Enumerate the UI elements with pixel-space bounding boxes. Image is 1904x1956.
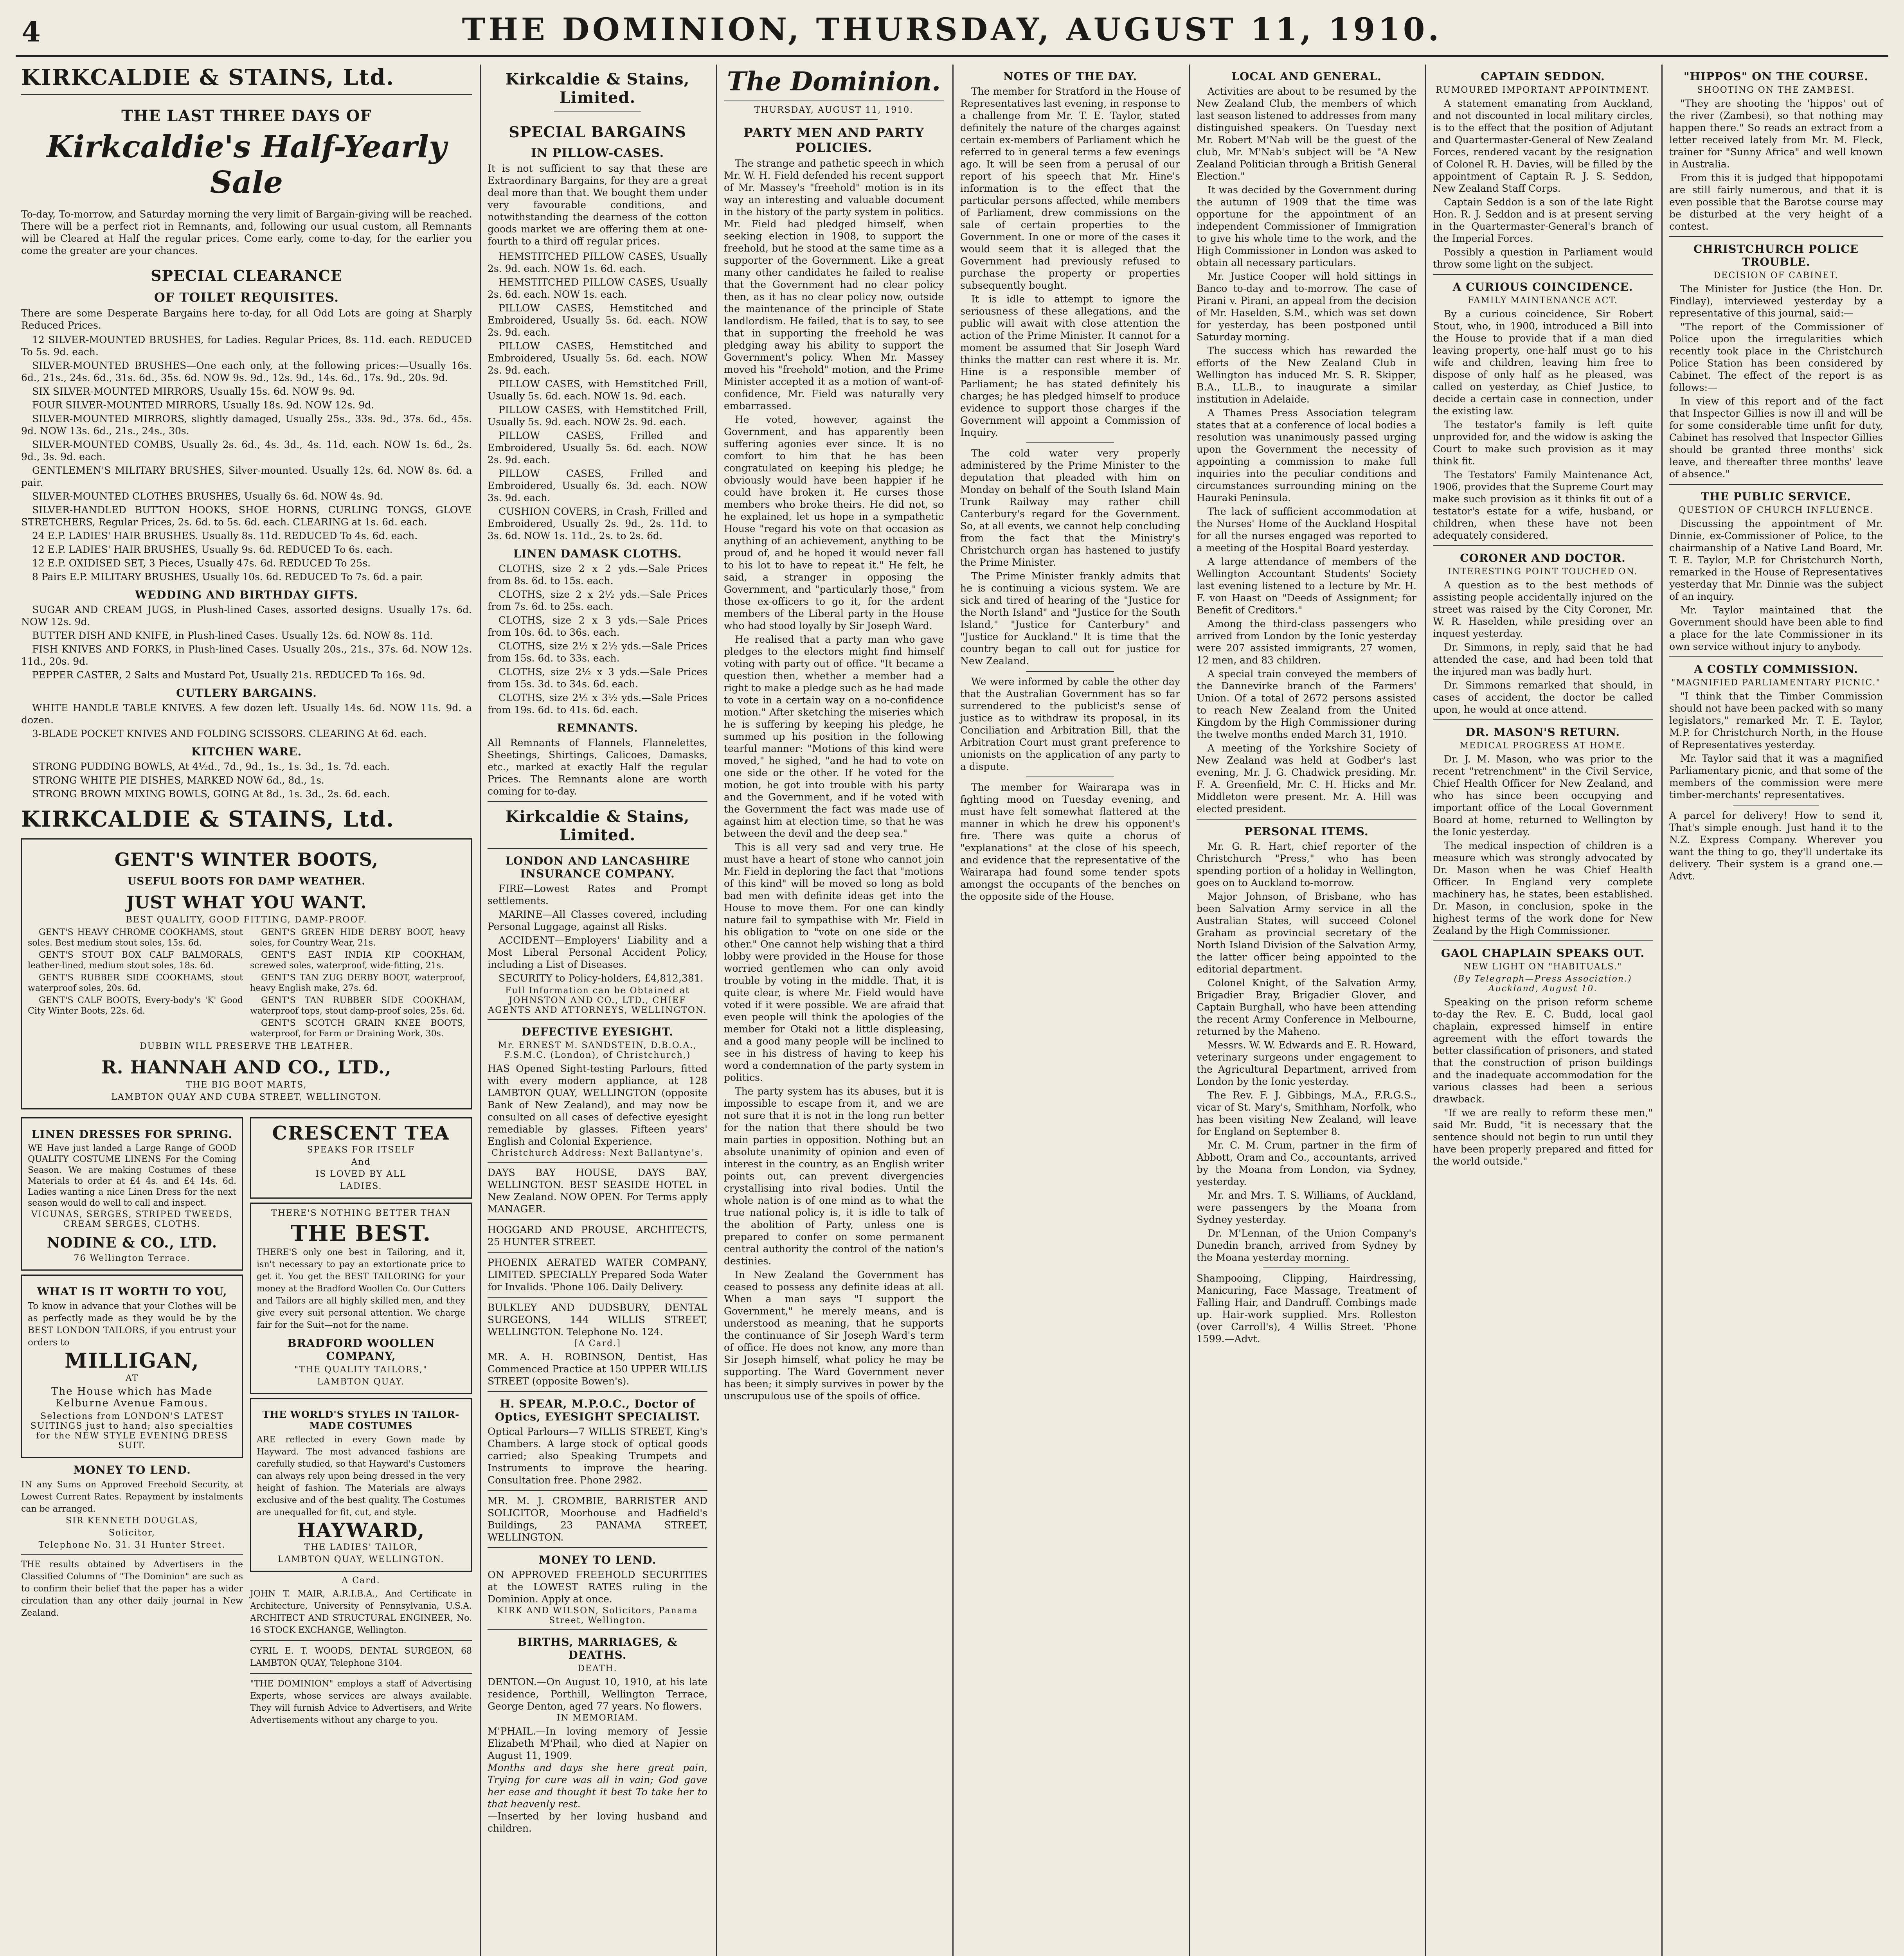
coroner-heading: CORONER AND DOCTOR. bbox=[1460, 552, 1626, 565]
seddon-heading: CAPTAIN SEDDON. bbox=[1481, 70, 1605, 83]
article-paragraph: The Prime Minister frankly admits that he is continuing a vicious system. We are sick and tired of hearing of the "Justice for the North Island" and "Justice for the South Island," "Justice for Canterbury" and "Justice for Auckland." It is time that the country began to call out for justice for New Zealand. bbox=[960, 570, 1180, 667]
list-item: 8 Pairs E.P. MILITARY BRUSHES, Usually 10s. 6d. REDUCED To 7s. 6d. a pair. bbox=[32, 571, 423, 582]
nodine-address: 76 Wellington Terrace. bbox=[74, 1253, 191, 1263]
article-paragraph: Mr. Justice Cooper will hold sittings in Banco to-day and to-morrow. The case of Pirani v. Pirani, an appeal from the decision of Mr. Haselden, S.M., which was set down for yesterday, has been postponed until Saturday morning. bbox=[1197, 271, 1416, 343]
article-paragraph: Captain Seddon is a son of the late Right Hon. R. J. Seddon and is at present serving in the Quartermaster-General's branch of the Imperial Forces. bbox=[1433, 196, 1653, 244]
article-paragraph: The party system has its abuses, but it is impossible to escape from it, and we are not sure that it is not in the long run better for the nation that there should be two main parties in opposition. Nothing but an absolute unanimity of opinion and even of interest in the country, as an English writer points out, can prevent divergencies crystallising into rival bodies. Until the whole nation is of one mind as to what the true national policy is, it is idle to talk of the abolition of Party, unless one is prepared to confer on some permanent central authority the control of the nation's destinies. bbox=[724, 1086, 944, 1267]
list-item: MARINE—All Classes covered, including Personal Luggage, against all Risks. bbox=[488, 909, 707, 932]
money-solicitor-title: Solicitor, bbox=[109, 1528, 155, 1538]
memoriam-notice: M'PHAIL.—In loving memory of Jessie Elizabeth M'Phail, who died at Napier on August 11, 1909. bbox=[488, 1726, 707, 1761]
robinson-ad: MR. A. H. ROBINSON, Dentist, Has Commenced Practice at 150 UPPER WILLIS STREET (opposite Bowen's). bbox=[488, 1351, 707, 1387]
wedding-list bbox=[21, 604, 472, 681]
hoggard-ad: HOGGARD AND PROUSE, ARCHITECTS, 25 HUNTER STREET. bbox=[488, 1224, 707, 1248]
article-paragraph: The medical inspection of children is a measure which was strongly advocated by Dr. Mason when he was Chief Health Officer. In England very complete machinery has, he states, been established. Dr. Mason, in conclusion, spoke in the highest terms of the work done for New Zealand by the High Commissioner. bbox=[1433, 840, 1653, 936]
list-item: SECURITY to Policy-holders, £4,812,381. bbox=[498, 973, 704, 984]
list-item: CLOTHS, size 2½ x 3½ yds.—Sale Prices from 19s. 6d. to 41s. 6d. each. bbox=[488, 692, 707, 716]
boots-list bbox=[28, 927, 465, 1041]
masthead-rule bbox=[16, 55, 1888, 57]
list-item: PILLOW CASES, Hemstitched and Embroidered, Usually 5s. 6d. each. NOW 2s. 9d. each. bbox=[488, 340, 707, 376]
eyesight-heading: DEFECTIVE EYESIGHT. bbox=[521, 1025, 674, 1038]
tea-line: IS LOVED BY ALL bbox=[315, 1169, 407, 1179]
list-item: SILVER-MOUNTED MIRRORS, slightly damaged, Usually 25s., 33s. 9d., 37s. 6d., 45s. 9d. NOW 13s. 6d., 21s., 24s., 30s. bbox=[21, 413, 472, 437]
memoriam-inserted: —Inserted by her loving husband and children. bbox=[488, 1810, 707, 1834]
hayward-subtitle: THE LADIES' TAILOR, bbox=[304, 1543, 418, 1552]
clearance-subheading: OF TOILET REQUISITES. bbox=[154, 290, 339, 305]
hannah-subtitle: THE BIG BOOT MARTS, bbox=[186, 1080, 307, 1090]
masthead bbox=[0, 0, 1904, 59]
special-heading: SPECIAL BARGAINS bbox=[509, 123, 686, 141]
express-ad: A parcel for delivery! How to send it, That's simple enough. Just hand it to the N.Z. Express Company. Wherever you want the thing to go, they'll undertake its delivery. Their system is a grand one.—Advt. bbox=[1669, 810, 1883, 882]
notes-heading: NOTES OF THE DAY. bbox=[1003, 70, 1137, 83]
article-paragraph: A statement emanating from Auckland, and not discounted in local military circles, is to the effect that the position of Adjutant and Quartermaster-General of New Zealand Forces, rendered vacant by the resignation of Colonel R. H. Davies, will be filled by the appointment of Captain R. J. S. Seddon, New Zealand Staff Corps. bbox=[1433, 98, 1653, 194]
special-intro: It is not sufficient to say that these are Extraordinary Bargains, for they are a great deal more than that. We bought them under very favourable conditions, and notwithstanding the dearness of the cotton goods market we are offering them at one-fourth to a third off regular prices. bbox=[488, 163, 707, 247]
list-item: SILVER-MOUNTED BRUSHES—One each only, at the following prices:—Usually 16s. 6d., 21s., 24s. 6d., 31s. 6d., 35s. 6d. NOW 9s. 9d., 12s. 9d., 14s. 6d., 17s. 9d., 20s. 9d. bbox=[21, 360, 472, 383]
article-paragraph: The success which has rewarded the efforts of the New Zealand Club in Wellington has induced Mr. S. R. Skipper, B.A., LL.B., to inaugurate a similar institution in Adelaide. bbox=[1197, 345, 1416, 405]
article-paragraph: Mr. Taylor said that it was a magnified Parliamentary picnic, and that some of the members of the commission were mere timber-merchants' representatives. bbox=[1669, 753, 1883, 800]
notes-article bbox=[960, 85, 1180, 902]
article-paragraph: A Thames Press Association telegram states that at a conference of local bodies a resolution was unanimously passed urging upon the Government the necessity of appointing a commission to make full inquiries into the peculiar conditions and circumstances surrounding mining on the Hauraki Peninsula. bbox=[1197, 407, 1416, 503]
boots-claim: DUBBIN WILL PRESERVE THE LEATHER. bbox=[140, 1041, 353, 1051]
police-article bbox=[1669, 283, 1883, 480]
list-item: CLOTHS, size 2 x 2½ yds.—Sale Prices from 7s. 6d. to 25s. each. bbox=[488, 589, 707, 612]
london-lancashire-info: Full Information can be Obtained at JOHNSTON AND CO., LTD., CHIEF AGENTS AND ATTORNEYS, WELLINGTON. bbox=[488, 986, 707, 1015]
article-paragraph: Discussing the appointment of Mr. Dinnie, ex-Commissioner of Police, to the chairmanship of a Native Land Board, Mr. T. E. Taylor, M.P. for Christchurch North, remarked in the House of Representatives yesterday that Mr. Dinnie was the subject of an inquiry. bbox=[1669, 518, 1883, 602]
bradford-address: LAMBTON QUAY. bbox=[317, 1377, 405, 1387]
wedding-heading: WEDDING AND BIRTHDAY GIFTS. bbox=[135, 588, 358, 601]
bradford-name: BRADFORD WOOLLEN COMPANY, bbox=[287, 1337, 435, 1363]
page-title: THE DOMINION, THURSDAY, AUGUST 11, 1910. bbox=[462, 11, 1442, 48]
column-divider bbox=[1661, 65, 1663, 1956]
leader-heading: PARTY MEN AND PARTY POLICIES. bbox=[743, 125, 924, 155]
memoriam-verse: Months and days she here great pain, Trying for cure was all in vain; God gave her ease and thought it best To take her to that heavenly rest. bbox=[488, 1762, 707, 1810]
article-paragraph: He realised that a party man who gave pledges to the electors might find himself voting with party out of office. "It became a question then, whether a member had a right to make a pledge such as he had made to vote in a certain way on a no-confidence motion." After sketching the miseries which he is suffering by keeping his pledge, he summed up his position in the following tearful manner: "Motions of this kind were moved," he sighed, "and he had to vote on one side or the other. If he voted for the motion, he got into trouble with his party and the Government, and if he voted with the Government the fact was made use of against him at election time, so that he was between the devil and the deep sea." bbox=[724, 634, 944, 839]
article-paragraph: In New Zealand the Government has ceased to possess any definite ideas at all. When a man says "I support the Government," he merely means, and is understood as meaning, that he supports the continuance of Sir Joseph Ward's term of office. He does not know, any more than Sir Joseph himself, what policy he may be supporting. The Ward Government never has been; it simply survives in power by the unscrupulous use of the spoils of office. bbox=[724, 1269, 944, 1402]
column-divider bbox=[716, 65, 717, 1956]
bradford-advertisement bbox=[250, 1203, 472, 1394]
list-item: STRONG BROWN MIXING BOWLS, GOING At 8d., 1s. 3d., 2s. 6d. each. bbox=[32, 788, 390, 800]
crombie-ad: MR. M. J. CROMBIE, BARRISTER AND SOLICITOR, Moorhouse and Hadfield's Buildings, 23 PANAMA STREET, WELLINGTON. bbox=[488, 1495, 707, 1543]
article-paragraph: Activities are about to be resumed by the New Zealand Club, the members of which last season listened to addresses from many distinguished speakers. On Tuesday next Mr. Robert M'Nab will be the guest of the club, Mr. M'Nab's subject will be "A New Zealand Politician through a British General Election." bbox=[1197, 86, 1416, 182]
milligan-question: WHAT IS IT WORTH TO YOU, bbox=[37, 1285, 227, 1298]
list-item: BUTTER DISH AND KNIFE, in Plush-lined Cases. Usually 12s. 6d. NOW 8s. 11d. bbox=[32, 630, 433, 641]
linen-colours: VICUNAS, SERGES, STRIPED TWEEDS, CREAM SERGES, CLOTHS. bbox=[31, 1210, 233, 1229]
list-item: GENT'S RUBBER SIDE COOKHAMS, stout waterproof soles, 20s. 6d. bbox=[28, 973, 243, 993]
article-paragraph: Mr. G. R. Hart, chief reporter of the Christchurch "Press," who has been spending portion of a holiday in Wellington, goes on to Auckland to-morrow. bbox=[1197, 841, 1416, 888]
tea-line: And bbox=[351, 1157, 371, 1167]
linen-damask-list bbox=[488, 563, 707, 716]
list-item: SILVER-MOUNTED CLOTHES BRUSHES, Usually 6s. 6d. NOW 4s. 9d. bbox=[32, 491, 383, 502]
best-title: THE BEST. bbox=[290, 1221, 432, 1246]
list-item: 12 E.P. LADIES' HAIR BRUSHES, Usually 9s. 6d. REDUCED To 6s. each. bbox=[32, 544, 393, 555]
list-item: CLOTHS, size 2 x 2 yds.—Sale Prices from 8s. 6d. to 15s. each. bbox=[488, 563, 707, 586]
column-divider bbox=[952, 65, 954, 1956]
article-paragraph: In view of this report and of the fact that Inspector Gillies is now ill and will be for some considerable time unfit for duty, Cabinet has resolved that Inspector Gillies should be granted three months' sick leave, and thereafter three months' leave of absence." bbox=[1669, 396, 1883, 480]
article-paragraph: "I think that the Timber Commission should not have been packed with so many legislators," remarked Mr. T. E. Taylor, M.P. for Christchurch North, in the House of Representatives yesterday. bbox=[1669, 690, 1883, 750]
list-item: CUSHION COVERS, in Crash, Frilled and Embroidered, Usually 2s. 9d., 2s. 11d. to 3s. 6d. NOW 1s. 11d., 2s. to 2s. 6d. bbox=[488, 506, 707, 541]
list-item: GENT'S TAN ZUG DERBY BOOT, waterproof, heavy English make, 27s. 6d. bbox=[250, 973, 465, 993]
article-paragraph: It was decided by the Government during the autumn of 1909 that the time was opportune for the appointment of an independent Commissioner of Immigration to give his whole time to the work, and the High Commissioner in London was asked to obtain all necessary particulars. bbox=[1197, 184, 1416, 268]
bradford-subtitle: "THE QUALITY TAILORS," bbox=[294, 1365, 428, 1375]
gaol-article bbox=[1433, 996, 1653, 1167]
article-paragraph: Major Johnson, of Brisbane, who has been Salvation Army service in all the Australian States, will succeed Colonel Graham as provincial secretary of the North Island Division of the Salvation Army, the latter officer being appointed to the editorial department. bbox=[1197, 891, 1416, 975]
eyesight-body: HAS Opened Sight-testing Parlours, fitted with every modern appliance, at 128 LAMBTON QUAY, WELLINGTON (opposite Bank of New Zealand), and may now be consulted on all cases of defective eyesight remediable by glasses. Fifteen years' English and Colonial Experience. bbox=[488, 1063, 707, 1147]
boots-slogan: JUST WHAT YOU WANT. bbox=[126, 893, 367, 913]
article-paragraph: By a curious coincidence, Sir Robert Stout, who, in 1900, introduced a Bill into the House to provide that if a man died leaving property, one-half must go to his wife and children, leaving him free to dispose of only half as he pleased, was called on yesterday, as Chief Justice, to decide a certain case in connection, under the existing law. bbox=[1433, 308, 1653, 417]
death-heading: DEATH. bbox=[578, 1664, 617, 1674]
cutlery-heading: CUTLERY BARGAINS. bbox=[176, 687, 317, 699]
article-paragraph: The member for Wairarapa was in fighting mood on Tuesday evening, and must have felt somewhat flattered at the manner in which he drew his opponent's fire. There was quite a chorus of "explanations" at the close of his speech, and evidence that the representative of the Wairarapa had found some tender spots amongst the occupants of the benches on the opposite side of the House. bbox=[960, 782, 1180, 902]
list-item: 12 SILVER-MOUNTED BRUSHES, for Ladies. Regular Prices, 8s. 11d. each. REDUCED To 5s. 9d. each. bbox=[21, 334, 472, 358]
boots-advertisement bbox=[21, 838, 472, 1109]
costly-subheading: "MAGNIFIED PARLIAMENTARY PICNIC." bbox=[1671, 678, 1881, 688]
list-item: PILLOW CASES, with Hemstitched Frill, Usually 5s. 9d. each. NOW 2s. 9d. each. bbox=[488, 404, 707, 428]
local-news-column bbox=[1191, 65, 1422, 1956]
list-item: PILLOW CASES, Frilled and Embroidered, Usually 5s. 6d. each. NOW 2s. 9d. each. bbox=[488, 430, 707, 466]
births-heading: BIRTHS, MARRIAGES, & DEATHS. bbox=[517, 1636, 678, 1661]
article-paragraph: We were informed by cable the other day that the Australian Government has so far surrendered to the publicist's sense of justice as to withdraw its proposal, in its Conciliation and Arbitration Bill, that the Arbitration Court must grant preference to unionists on the application of any party to a dispute. bbox=[960, 676, 1180, 772]
editorial-column bbox=[718, 65, 949, 1956]
money-body: IN any Sums on Approved Freehold Security, at Lowest Current Rates. Repayment by instalments can be arranged. bbox=[21, 1480, 243, 1514]
article-paragraph: A large attendance of members of the Wellington Accountant Students' Society last evening listened to a lecture by Mr. H. F. von Haast on "Deeds of Assignment; for Benefit of Creditors." bbox=[1197, 556, 1416, 616]
article-paragraph: Mr. and Mrs. T. S. Williams, of Auckland, were passengers by the Moana from Sydney yesterday. bbox=[1197, 1190, 1416, 1225]
best-body: THERE'S only one best in Tailoring, and it, isn't necessary to pay an extortionate price to get it. You get the BEST TAILORING for your money at the Bradford Woollen Co. Our Cutters and Tailors are all highly skilled men, and they give every suit personal attention. We charge fair for the Suit—not for the name. bbox=[257, 1248, 465, 1330]
worlds-body: ARE reflected in every Gown made by Hayward. The most advanced fashions are carefully studied, so that Hayward's Customers can always rely upon being dressed in the very height of fashion. The Materials are always exclusive and of the best quality. The Costumes are unequalled for fit, cut, and style. bbox=[257, 1435, 465, 1517]
hayward-advertisement bbox=[250, 1398, 472, 1572]
mason-article bbox=[1433, 753, 1653, 937]
article-paragraph: Among the third-class passengers who arrived from London by the Ionic yesterday were 207 assisted immigrants, 27 women, 12 men, and 83 children. bbox=[1197, 618, 1416, 666]
article-paragraph: A meeting of the Yorkshire Society of New Zealand was held at Godber's last evening, Mr. J. G. Chadwick presiding. Mr. F. A. Greenfield, Mr. C. H. Hicks and Mr. Middleton were present. Mr. A. Hill was elected president. bbox=[1197, 742, 1416, 814]
article-paragraph: The Testators' Family Maintenance Act, 1906, provides that the Supreme Court may make such provision as it thinks fit out of a testator's estate for a wife, husband, or children, when these have not been adequately considered. bbox=[1433, 469, 1653, 541]
hannah-name: R. HANNAH AND CO., LTD., bbox=[101, 1057, 392, 1078]
article-paragraph: Dr. J. M. Mason, who was prior to the recent "retrenchment" in the Civil Service, Chief Health Officer for New Zealand, and who has since been occupying and important office of the Local Government Board at home, returned to Wellington by the Ionic yesterday. bbox=[1433, 753, 1653, 838]
kitchen-list bbox=[21, 760, 472, 800]
clearance-list bbox=[21, 334, 472, 583]
article-paragraph: "The report of the Commissioner of Police upon the irregularities which recently took place in the Christchurch Police Station has been considered by Cabinet. The effect of the report is as follows:— bbox=[1669, 321, 1883, 393]
worlds-heading: THE WORLD'S STYLES IN TAILOR-MADE COSTUMES bbox=[262, 1409, 460, 1431]
list-item: WHITE HANDLE TABLE KNIVES. A few dozen left. Usually 14s. 6d. NOW 11s. 9d. a dozen. bbox=[21, 702, 472, 726]
costly-heading: A COSTLY COMMISSION. bbox=[1694, 663, 1858, 676]
list-item: PILLOW CASES, Frilled and Embroidered, Usually 6s. 3d. each. NOW 3s. 9d. each. bbox=[488, 468, 707, 503]
list-item: 3-BLADE POCKET KNIVES AND FOLDING SCISSORS. CLEARING At 6d. each. bbox=[32, 728, 427, 739]
article-paragraph: A special train conveyed the members of the Dannevirke branch of the Farmers' Union. Of a total of 2672 persons assisted to reach New Zealand from the United Kingdom by the High Commissioner during the twelve months ended March 31, 1910. bbox=[1197, 668, 1416, 740]
gaol-dateline: (By Telegraph—Press Association.) Auckland, August 10. bbox=[1454, 974, 1632, 994]
spear-body: Optical Parlours—7 WILLIS STREET, King's Chambers. A large stock of optical goods carried; also Speaking Trumpets and Instruments to improve the hearing. Consultation free. Phone 2982. bbox=[488, 1426, 707, 1486]
article-paragraph: This is all very sad and very true. He must have a heart of stone who cannot join Mr. Field in deploring the fact that "motions of this kind" will be moved so long as bold bad men with definite ideas get into the House to move them. For one can kindly nature fail to sympathise with Mr. Field in his obligation to "vote on one side or the other." One cannot help wishing that a third lobby were provided in the House for those worried gentlemen who can only avoid trouble by voting in the middle. That, it is quite clear, is where Mr. Field would have voted if it were possible. We are afraid that even people will think the apologies of the member for Otaki not a little displeasing, and a good many people will be inclined to see in his distress of having to keep his word a condemnation of the party system in politics. bbox=[724, 841, 944, 1083]
bulkley-ad: BULKLEY AND DUDSBURY, DENTAL SURGEONS, 144 WILLIS STREET, WELLINGTON. Telephone No. 124. bbox=[488, 1302, 707, 1338]
card-label: A Card. bbox=[342, 1576, 380, 1586]
list-item: PILLOW CASES, Hemstitched and Embroidered, Usually 5s. 6d. each. NOW 2s. 9d. each. bbox=[488, 302, 707, 338]
money-firm: KIRK AND WILSON, Solicitors, Panama Street, Wellington. bbox=[497, 1606, 698, 1625]
kirkcaldie-footer: KIRKCALDIE & STAINS, Ltd. bbox=[21, 806, 395, 832]
mason-heading: DR. MASON'S RETURN. bbox=[1465, 726, 1620, 739]
tea-line: SPEAKS FOR ITSELF bbox=[307, 1145, 415, 1155]
list-item: GENT'S EAST INDIA KIP COOKHAM, screwed soles, waterproof, wide-fitting, 21s. bbox=[250, 950, 465, 971]
list-item: ACCIDENT—Employers' Liability and a Most Liberal Personal Accident Policy, including a List of Diseases. bbox=[488, 935, 707, 970]
hippos-article bbox=[1669, 97, 1883, 232]
article-paragraph: Mr. Taylor maintained that the Government should have been able to find a place for the late Commissioner in its own service without injury to anybody. bbox=[1669, 604, 1883, 652]
eyesight-footer: Christchurch Address: Next Ballantyne's. bbox=[491, 1148, 704, 1158]
seddon-subheading: RUMOURED IMPORTANT APPOINTMENT. bbox=[1436, 85, 1650, 95]
list-item: GENTLEMEN'S MILITARY BRUSHES, Silver-mounted. Usually 12s. 6d. NOW 8s. 6d. a pair. bbox=[21, 465, 472, 488]
sale-line: THE LAST THREE DAYS OF bbox=[121, 107, 372, 125]
list-item: GENT'S CALF BOOTS, Every-body's 'K' Good City Winter Boots, 22s. 6d. bbox=[28, 996, 243, 1016]
article-paragraph: Messrs. W. W. Edwards and E. R. Howard, veterinary surgeons under engagement to the Agricultural Department, arrived from London by the Ionic yesterday. bbox=[1197, 1039, 1416, 1087]
money-solicitor: SIR KENNETH DOUGLAS, bbox=[66, 1516, 198, 1526]
paper-nameplate: The Dominion. bbox=[727, 66, 941, 97]
list-item: 12 E.P. OXIDISED SET, 3 Pieces, Usually 47s. 6d. REDUCED To 25s. bbox=[32, 557, 371, 569]
milligan-body: To know in advance that your Clothes will be as perfectly made as they would be by the BEST LONDON TAILORS, if you entrust your orders to bbox=[28, 1301, 236, 1348]
article-paragraph: A question as to the best methods of assisting people accidentally injured on the street was raised by the City Coroner, Mr. W. R. Haselden, while presiding over an inquest yesterday. bbox=[1433, 579, 1653, 639]
list-item: STRONG PUDDING BOWLS, At 4½d., 7d., 9d., 1s., 1s. 3d., 1s. 7d. each. bbox=[32, 761, 390, 772]
personal-article bbox=[1197, 840, 1416, 1264]
remnants-heading: REMNANTS. bbox=[557, 721, 638, 734]
hippos-heading: "HIPPOS" ON THE COURSE. bbox=[1684, 70, 1868, 83]
article-paragraph: Dr. Simmons, in reply, said that he had attended the case, and had been told that the injured man was badly hurt. bbox=[1433, 642, 1653, 677]
money-heading: MONEY TO LEND. bbox=[73, 1463, 191, 1476]
article-paragraph: From this it is judged that hippopotami are still fairly numerous, and that it is even possible that the Barotse course may be disturbed at the very height of a contest. bbox=[1669, 172, 1883, 232]
hippos-subheading: SHOOTING ON THE ZAMBESI. bbox=[1697, 85, 1855, 95]
article-paragraph: Possibly a question in Parliament would throw some light on the subject. bbox=[1433, 246, 1653, 270]
mason-subheading: MEDICAL PROGRESS AT HOME. bbox=[1459, 741, 1626, 751]
milligan-house: The House which has Made Kelburne Avenue Famous. bbox=[51, 1386, 213, 1409]
list-item: CLOTHS, size 2½ x 3 yds.—Sale Prices from 15s. 3d. to 34s. 6d. each. bbox=[488, 666, 707, 690]
eyesight-name: Mr. ERNEST M. SANDSTEIN, D.B.O.A., F.S.M.C. (London), of Christchurch,) bbox=[498, 1041, 697, 1060]
list-item: SILVER-HANDLED BUTTON HOOKS, SHOE HORNS, CURLING TONGS, GLOVE STRETCHERS, Regular Prices, 2s. 6d. to 5s. 6d. each. CLEARING at 1s. 6d. each. bbox=[21, 504, 472, 528]
linen-advertisement bbox=[21, 1117, 243, 1271]
best-heading: THERE'S NOTHING BETTER THAN bbox=[271, 1208, 451, 1218]
card-label: [A Card.] bbox=[574, 1339, 621, 1348]
boots-tagline: BEST QUALITY, GOOD FITTING, DAMP-PROOF. bbox=[126, 915, 367, 925]
advertisement-column bbox=[482, 65, 713, 1956]
column-divider bbox=[1425, 65, 1426, 1956]
article-paragraph: The testator's family is left quite unprovided for, and the widow is asking the Court to make such provision as it may think fit. bbox=[1433, 419, 1653, 467]
list-item: GENT'S SCOTCH GRAIN KNEE BOOTS, waterproof, for Farm or Draining Work, 30s. bbox=[250, 1018, 465, 1039]
article-paragraph: The lack of sufficient accommodation at the Nurses' Home of the Auckland Hospital for all the nurses engaged was reported to a meeting of the Hospital Board yesterday. bbox=[1197, 506, 1416, 554]
list-item: CLOTHS, size 2 x 3 yds.—Sale Prices from 10s. 6d. to 36s. each. bbox=[488, 615, 707, 638]
list-item: SIX SILVER-MOUNTED MIRRORS, Usually 15s. 6d. NOW 9s. 9d. bbox=[32, 386, 355, 397]
milligan-advertisement bbox=[21, 1275, 243, 1458]
coroner-subheading: INTERESTING POINT TOUCHED ON. bbox=[1448, 567, 1638, 577]
news-column bbox=[1427, 65, 1658, 1956]
sale-title: Kirkcaldie's Half-Yearly Sale bbox=[46, 129, 447, 200]
leader-article bbox=[724, 157, 944, 1402]
list-item: CLOTHS, size 2½ x 2½ yds.—Sale Prices from 15s. 6d. to 33s. each. bbox=[488, 640, 707, 664]
woods-card: CYRIL E. T. WOODS, DENTAL SURGEON, 68 LAMBTON QUAY, Telephone 3104. bbox=[250, 1646, 472, 1668]
hayward-name: HAYWARD, bbox=[297, 1519, 425, 1542]
column-divider bbox=[480, 65, 481, 1956]
article-paragraph: Dr. Simmons remarked that should, in cases of accident, the doctor be called upon, he would at once attend. bbox=[1433, 680, 1653, 715]
column-divider bbox=[1189, 65, 1190, 1956]
mair-card: JOHN T. MAIR, A.R.I.B.A., And Certificate in Architecture, University of Pennsylvania, U.S.A. ARCHITECT AND STRUCTURAL ENGINEER, No. 16 STOCK EXCHANGE, Wellington. bbox=[250, 1589, 472, 1635]
tea-name: CRESCENT TEA bbox=[272, 1122, 450, 1144]
list-item: PILLOW CASES, with Hemstitched Frill, Usually 5s. 6d. each. NOW 1s. 9d. each. bbox=[488, 378, 707, 402]
service-subheading: QUESTION OF CHURCH INFLUENCE. bbox=[1678, 505, 1874, 515]
milligan-name: MILLIGAN, bbox=[65, 1349, 200, 1373]
nodine-name: NODINE & CO., LTD. bbox=[47, 1235, 218, 1251]
police-subheading: DECISION OF CABINET. bbox=[1713, 271, 1839, 280]
list-item: PEPPER CASTER, 2 Salts and Mustard Pot, Usually 21s. REDUCED To 16s. 9d. bbox=[32, 669, 425, 681]
london-lancashire-list bbox=[488, 883, 707, 984]
article-paragraph: He voted, however, against the Government, and has apparently been suffering agonies ever since. It is no comfort to him that he has been congratulated on keeping his pledge; he obviously would have been happier if he could have broken it. He curses those members who broke theirs. He did not, so he explained, let us hope in a sympathetic House "regard his vote on that occasion as anything of an achievement, anything to be proud of, and he hoped it would never fall to his lot to have to repeat it." He felt, he said, a stranger in opposing the Government, and "particularly those," from those ex-officers to go it, for the ardent members of the Liberal party in the House who had stood loyally by Sir Joseph Ward. bbox=[724, 414, 944, 631]
article-paragraph: Speaking on the prison reform scheme to-day the Rev. E. C. Budd, local gaol chaplain, expressed himself in entire agreement with the effort towards the better classification of prisoners, and stated that the construction of prison buildings and the inadequate accommodation for the various classes had been a serious drawback. bbox=[1433, 996, 1653, 1105]
boots-subtitle: USEFUL BOOTS FOR DAMP WEATHER. bbox=[127, 876, 366, 887]
coincidence-article bbox=[1433, 308, 1653, 541]
spear-name: H. SPEAR, M.P.O.C., Doctor of Optics, EYESIGHT SPECIALIST. bbox=[495, 1397, 700, 1423]
remnants-body: All Remnants of Flannels, Flannelettes, Sheetings, Shirtings, Calicoes, Damasks, etc., marked at exactly Half the regular Prices. The Remnants alone are worth coming for to-day. bbox=[488, 737, 707, 797]
linen-heading: LINEN DRESSES FOR SPRING. bbox=[31, 1128, 233, 1141]
list-item: GENT'S STOUT BOX CALF BALMORALS, leather-lined, medium stout soles, 18s. 6d. bbox=[28, 950, 243, 971]
police-heading: CHRISTCHURCH POLICE TROUBLE. bbox=[1693, 243, 1859, 268]
article-paragraph: The member for Stratford in the House of Representatives last evening, in response to a challenge from Mr. T. E. Taylor, stated definitely the nature of the charges against certain ex-members of Parliament which he referred to in general terms a few evenings ago. It will be seen from a perusal of our report of his speech that Mr. Hine's information is to the effect that the particular persons affected, while members of Parliament, drew commissions on the sale of certain properties to the Government. In one or more of the cases it would seem that it is alleged that the Government had previously refused to purchase the property or properties subsequently bought. bbox=[960, 86, 1180, 291]
hairdressing-ad: Shampooing, Clipping, Hairdressing, Manicuring, Face Massage, Treatment of Falling Hair, and Dandruff. Combings made up. Hair-work supplied. Mrs. Rolleston (over Carroll's), 4 Willis Street. 'Phone 1599.—Advt. bbox=[1197, 1273, 1416, 1345]
service-heading: THE PUBLIC SERVICE. bbox=[1701, 490, 1851, 503]
london-lancashire-name: LONDON AND LANCASHIRE INSURANCE COMPANY. bbox=[505, 854, 690, 880]
article-paragraph: It is idle to attempt to ignore the seriousness of these allegations, and the public will await with close attention the action of the Prime Minister. It cannot for a moment be assumed that Sir Joseph Ward thinks the matter can rest where it is. Mr. Hine is a responsible member of Parliament; he has stated definitely his charges; he has pledged himself to produce evidence to support those charges if the Government will appoint a Commission of Inquiry. bbox=[960, 293, 1180, 438]
results-notice: THE results obtained by Advertisers in the Classified Columns of "The Dominion" are such as to confirm their belief that the paper has a wider circulation than any other daily journal in New Zealand. bbox=[21, 1560, 243, 1618]
clearance-heading: SPECIAL CLEARANCE bbox=[151, 267, 342, 284]
list-item: GENT'S TAN RUBBER SIDE COOKHAM, waterproof tops, stout damp-proof soles, 25s. 6d. bbox=[250, 996, 465, 1016]
list-item: HEMSTITCHED PILLOW CASES, Usually 2s. 9d. each. NOW 1s. 6d. each. bbox=[488, 251, 707, 274]
article-paragraph: The strange and pathetic speech in which Mr. W. H. Field defended his recent support of Mr. Massey's "freehold" motion is in its way an interesting and valuable document in the history of the party system in politics. Mr. Field had pledged himself, when seeking election in 1908, to support the freehold, but he stood at the same time as a supporter of the Government. Like a great many other candidates he failed to realise that the Government had no clear policy then, as it has no clear policy now, outside the maintenance of the principle of State landlordism. He failed, that is to say, to see that in supporting the freehold he was pledging away his ability to support the Government's policy. When Mr. Massey moved his "freehold" motion, and the Prime Minister accepted it as a motion of want-of-confidence, Mr. Field was naturally very embarrassed. bbox=[724, 158, 944, 412]
article-paragraph: Colonel Knight, of the Salvation Army, Brigadier Bray, Brigadier Glover, and Captain Burghall, who have been attending the recent Army Conference in Melbourne, returned by the Maheno. bbox=[1197, 977, 1416, 1037]
article-paragraph: "They are shooting the 'hippos' out of the river (Zambesi), so that nothing may happen there." So reads an extract from a letter received lately from Mr. M. Fleck, trainer for "Sunny Africa" and well known in Australia. bbox=[1669, 98, 1883, 170]
notes-column bbox=[955, 65, 1186, 1956]
clearance-intro: There are some Desperate Bargains here to-day, for all Odd Lots are going at Sharply Reduced Prices. bbox=[21, 307, 472, 331]
advertisement-column-wide bbox=[16, 65, 477, 1956]
tea-line: LADIES. bbox=[340, 1181, 382, 1191]
list-item: HEMSTITCHED PILLOW CASES, Usually 2s. 6d. each. NOW 1s. each. bbox=[488, 277, 707, 300]
coroner-article bbox=[1433, 579, 1653, 716]
dominion-note: "THE DOMINION" employs a staff of Advertising Experts, whose services are always available. They will furnish Advice to Advertisers, and Write Advertisements without any charge to you. bbox=[250, 1679, 472, 1725]
article-paragraph: Mr. C. M. Crum, partner in the firm of Abbott, Oram and Co., accountants, arrived by the Moana from London, via Sydney, yesterday. bbox=[1197, 1140, 1416, 1187]
local-heading: LOCAL AND GENERAL. bbox=[1231, 70, 1382, 83]
list-item: GENT'S GREEN HIDE DERBY BOOT, heavy soles, for Country Wear, 21s. bbox=[250, 928, 465, 948]
article-paragraph: The cold water very properly administered by the Prime Minister to the deputation that pleaded with him on Monday on behalf of the South Island Main Trunk Railway may rather chill Canterbury's regard for the Government. So, at all events, we cannot help concluding from the fact that the Ministry's Christchurch organ has hastened to justify the Prime Minister. bbox=[960, 448, 1180, 568]
milligan-selections: Selections from LONDON'S LATEST SUITINGS just to hand; also specialties for the NEW STYLE EVENING DRESS SUIT. bbox=[30, 1411, 234, 1451]
cutlery-list bbox=[21, 702, 472, 740]
lower-ads bbox=[21, 1113, 472, 1726]
crescent-tea-advertisement bbox=[250, 1117, 472, 1199]
kitchen-heading: KITCHEN WARE. bbox=[191, 745, 302, 758]
article-paragraph: Dr. M'Lennan, of the Union Company's Dunedin branch, arrived from Sydney by the Moana yesterday morning. bbox=[1197, 1228, 1416, 1263]
kirkcaldie-header: KIRKCALDIE & STAINS, Ltd. bbox=[21, 65, 395, 90]
phoenix-ad: PHOENIX AERATED WATER COMPANY, LIMITED. SPECIALLY Prepared Soda Water for Invalids. 'Phone 106. Daily Delivery. bbox=[488, 1257, 707, 1293]
coincidence-heading: A CURIOUS COINCIDENCE. bbox=[1452, 280, 1633, 293]
gaol-subheading: NEW LIGHT ON "HABITUALS." bbox=[1463, 962, 1622, 972]
seddon-article bbox=[1433, 97, 1653, 270]
money-address: Telephone No. 31. 31 Hunter Street. bbox=[38, 1540, 226, 1550]
death-notice: DENTON.—On August 10, 1910, at his late residence, Porthill, Wellington Terrace, George Denton, aged 77 years. No flowers. bbox=[488, 1676, 707, 1712]
kirkcaldie-footer: Kirkcaldie & Stains, Limited. bbox=[505, 807, 690, 844]
article-paragraph: "If we are really to reform these men," said Mr. Budd, "it is necessary that the sentence should not begin to run until they have been properly prepared and fitted for the world outside." bbox=[1433, 1107, 1653, 1167]
list-item: SILVER-MOUNTED COMBS, Usually 2s. 6d., 4s. 3d., 4s. 11d. each. NOW 1s. 6d., 2s. 9d., 3s. 9d. each. bbox=[21, 439, 472, 462]
days-bay-ad: DAYS BAY HOUSE, DAYS BAY, WELLINGTON. BEST SEASIDE HOTEL in New Zealand. NOW OPEN. For Terms apply MANAGER. bbox=[488, 1167, 707, 1215]
money-body: ON APPROVED FREEHOLD SECURITIES at the LOWEST RATES ruling in the Dominion. Apply at once. bbox=[488, 1569, 707, 1605]
gaol-heading: GAOL CHAPLAIN SPEAKS OUT. bbox=[1441, 947, 1645, 960]
list-item: GENT'S HEAVY CHROME COOKHAMS, stout soles. Best medium stout soles, 15s. 6d. bbox=[28, 928, 243, 948]
list-item: FIRE—Lowest Rates and Prompt settlements. bbox=[488, 883, 707, 906]
page-number: 4 bbox=[22, 16, 41, 48]
special-subheading: IN PILLOW-CASES. bbox=[531, 146, 664, 160]
coincidence-subheading: FAMILY MAINTENANCE ACT. bbox=[1468, 296, 1618, 306]
linen-body: WE Have just landed a Large Range of GOOD QUALITY COSTUME LINENS For the Coming Season. We are making Costumes of these Materials to order at £4 4s. and £4 14s. 6d. Ladies wanting a nice Linen Dress for the next season would do well to call and inspect. bbox=[28, 1143, 236, 1208]
leader-date: THURSDAY, AUGUST 11, 1910. bbox=[754, 105, 914, 115]
kirkcaldie-header: Kirkcaldie & Stains, Limited. bbox=[505, 70, 690, 107]
list-item: SUGAR AND CREAM JUGS, in Plush-lined Cases, assorted designs. Usually 17s. 6d. NOW 12s. 9d. bbox=[21, 604, 472, 627]
money-heading: MONEY TO LEND. bbox=[538, 1553, 657, 1566]
costly-article bbox=[1669, 690, 1883, 801]
list-item: FOUR SILVER-MOUNTED MIRRORS, Usually 18s. 9d. NOW 12s. 9d. bbox=[32, 399, 374, 411]
local-article bbox=[1197, 85, 1416, 815]
boots-title: GENT'S WINTER BOOTS, bbox=[114, 849, 379, 870]
hannah-address: LAMBTON QUAY AND CUBA STREET, WELLINGTON. bbox=[111, 1092, 382, 1102]
list-item: FISH KNIVES AND FORKS, in Plush-lined Cases. Usually 20s., 21s., 37s. 6d. NOW 12s. 11d., 20s. 9d. bbox=[21, 644, 472, 667]
article-paragraph: The Rev. F. J. Gibbings, M.A., F.R.G.S., vicar of St. Mary's, Smithham, Norfolk, who has been visiting New Zealand, will leave for England on September 8. bbox=[1197, 1089, 1416, 1137]
pillow-list bbox=[488, 250, 707, 542]
list-item: 24 E.P. LADIES' HAIR BRUSHES. Usually 8s. 11d. REDUCED To 4s. 6d. each. bbox=[32, 530, 418, 541]
list-item: STRONG WHITE PIE DISHES, MARKED NOW 6d., 8d., 1s. bbox=[32, 775, 324, 786]
article-paragraph: The Minister for Justice (the Hon. Dr. Findlay), interviewed yesterday by a representative of this journal, said:— bbox=[1669, 283, 1883, 319]
service-article bbox=[1669, 518, 1883, 653]
hayward-address: LAMBTON QUAY, WELLINGTON. bbox=[277, 1555, 445, 1564]
news-column-right bbox=[1664, 65, 1888, 1956]
milligan-at: AT bbox=[125, 1374, 139, 1383]
personal-heading: PERSONAL ITEMS. bbox=[1244, 825, 1369, 838]
memoriam-heading: IN MEMORIAM. bbox=[556, 1713, 639, 1723]
sale-intro: To-day, To-morrow, and Saturday morning the very limit of Bargain-giving will be reached. There will be a perfect riot in Remnants, and, following our usual custom, all Remnants will be Cleared at Half the regular prices. Come early, come to-day, for the earlier you come the greater are your chances. bbox=[21, 209, 472, 256]
linen-damask-heading: LINEN DAMASK CLOTHS. bbox=[513, 547, 682, 560]
